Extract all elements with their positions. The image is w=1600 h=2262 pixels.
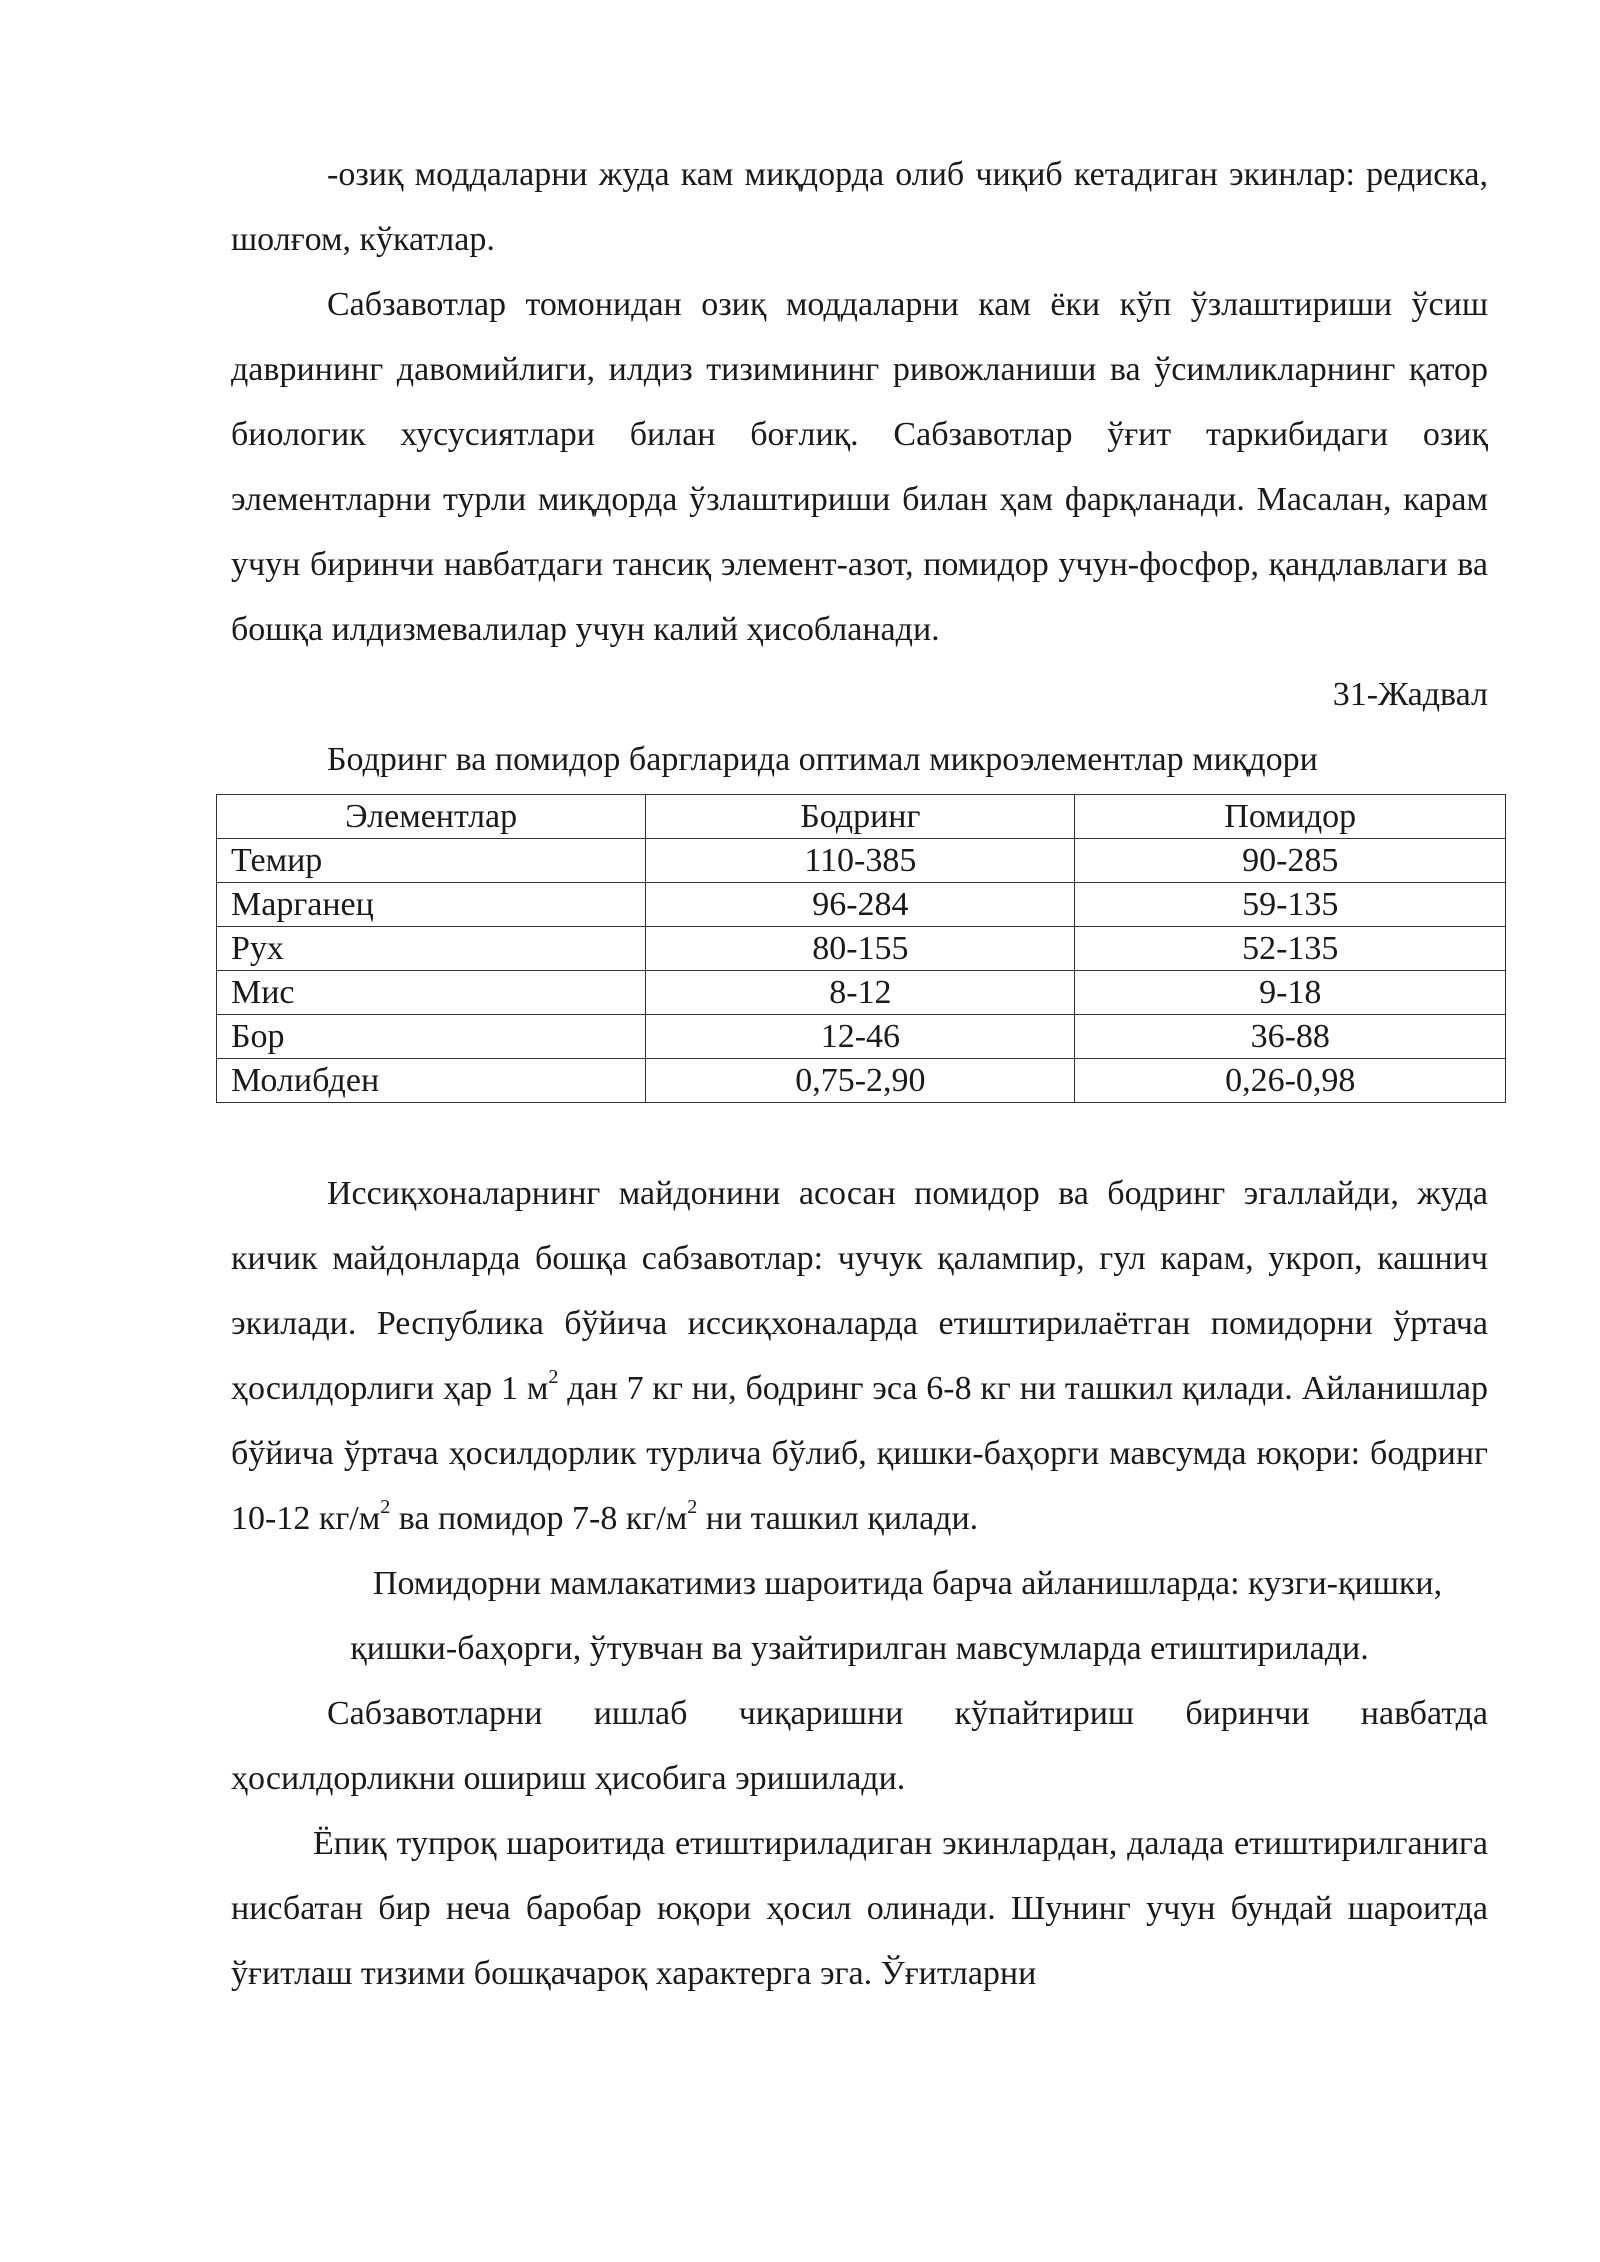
paragraph-closed-ground: Ёпиқ тупроқ шароитида етиштириладиган экинлардан, далада етиштирилганига нисбатан бир неча баробар юқори ҳосил олинади. Шунинг учун бундай шароитда ўғитлаш тизими бошқачароқ характерга эга. Ўғитларни	[231, 1825, 1488, 1992]
text-segment: ни ташкил қилади.	[697, 1500, 979, 1537]
table-title: Бодринг ва помидор баргларида оптимал микроэлементлар миқдори	[327, 741, 1318, 778]
superscript: 2	[687, 1496, 698, 1518]
text-segment: Иссиқхоналарнинг майдонини асосан помидор ва бодринг эгаллайди, жуда кичик майдонларда бошқа сабзавотлар: чучук қалампир, гул карам, укроп, кашнич экилади. Республика бўйича иссиқхоналарда етиштирилаётган помидорни ўртача ҳосилдорлиги ҳар 1 м	[231, 1175, 1488, 1407]
tomato-value: 59-135	[1075, 883, 1506, 927]
paragraph-low-uptake-crops: -озиқ моддаларни жуда кам миқдорда олиб чиқиб кетадиган экинлар: редиска, шолғом, кўкатлар.	[231, 156, 1488, 258]
table-row	[217, 883, 1506, 927]
element-name: Темир	[217, 839, 646, 883]
cucumber-value: 110-385	[646, 839, 1075, 883]
table-row	[217, 971, 1506, 1015]
cucumber-value: 12-46	[646, 1015, 1075, 1059]
header-elements: Элементлар	[217, 795, 646, 839]
header-tomato: Помидор	[1075, 795, 1506, 839]
paragraph-production-increase: Сабзавотларни ишлаб чиқаришни кўпайтириш биринчи навбатда ҳосилдорликни ошириш ҳисобига эришилади.	[231, 1695, 1488, 1797]
cucumber-value: 96-284	[646, 883, 1075, 927]
element-name: Бор	[217, 1015, 646, 1059]
text-segment: дан 7 кг ни, бодринг эса 6-8 кг ни ташкил қилади. Айланишлар бўйича ўртача ҳосилдорлик турлича бўлиб, қишки-баҳорги мавсумда юқори: бодринг 10-12 кг/м	[231, 1370, 1489, 1537]
paragraph-tomato-seasons: Помидорни мамлакатимиз шароитида барча айланишларда: кузги-қишки, қишки-баҳорги, ўтувчан ва узайтирилган мавсумларда етиштирилади.	[350, 1565, 1443, 1667]
element-name: Мис	[217, 971, 646, 1015]
microelements-table	[216, 794, 1506, 1103]
table-number-label: 31-Жадвал	[1332, 676, 1488, 713]
table-header-row	[217, 795, 1506, 839]
element-name: Рух	[217, 927, 646, 971]
table-row	[217, 1059, 1506, 1103]
table-row	[217, 839, 1506, 883]
table-row	[217, 1015, 1506, 1059]
superscript: 2	[548, 1366, 559, 1388]
table-row	[217, 927, 1506, 971]
cucumber-value: 0,75-2,90	[646, 1059, 1075, 1103]
tomato-value: 90-285	[1075, 839, 1506, 883]
tomato-value: 52-135	[1075, 927, 1506, 971]
tomato-value: 0,26-0,98	[1075, 1059, 1506, 1103]
element-name: Молибден	[217, 1059, 646, 1103]
tomato-value: 36-88	[1075, 1015, 1506, 1059]
document-page	[231, 142, 1488, 2006]
cucumber-value: 8-12	[646, 971, 1075, 1015]
tomato-value: 9-18	[1075, 971, 1506, 1015]
cucumber-value: 80-155	[646, 927, 1075, 971]
header-cucumber: Бодринг	[646, 795, 1075, 839]
element-name: Марганец	[217, 883, 646, 927]
paragraph-nutrient-uptake: Сабзавотлар томонидан озиқ моддаларни кам ёки кўп ўзлаштириши ўсиш даврининг давомийлиги, илдиз тизимининг ривожланиши ва ўсимликларнинг қатор биологик хусусиятлари билан боғлиқ. Сабзавотлар ўғит таркибидаги озиқ элементларни турли миқдорда ўзлаштириши билан ҳам фарқланади. Масалан, карам учун биринчи навбатдаги тансиқ элемент-азот, помидор учун-фосфор, қандлавлаги ва бошқа илдизмевалилар учун калий ҳисобланади.	[231, 286, 1488, 648]
text-segment: ва помидор 7-8 кг/м	[390, 1500, 688, 1537]
superscript: 2	[380, 1496, 391, 1518]
paragraph-greenhouse-yields	[231, 1161, 1488, 1551]
